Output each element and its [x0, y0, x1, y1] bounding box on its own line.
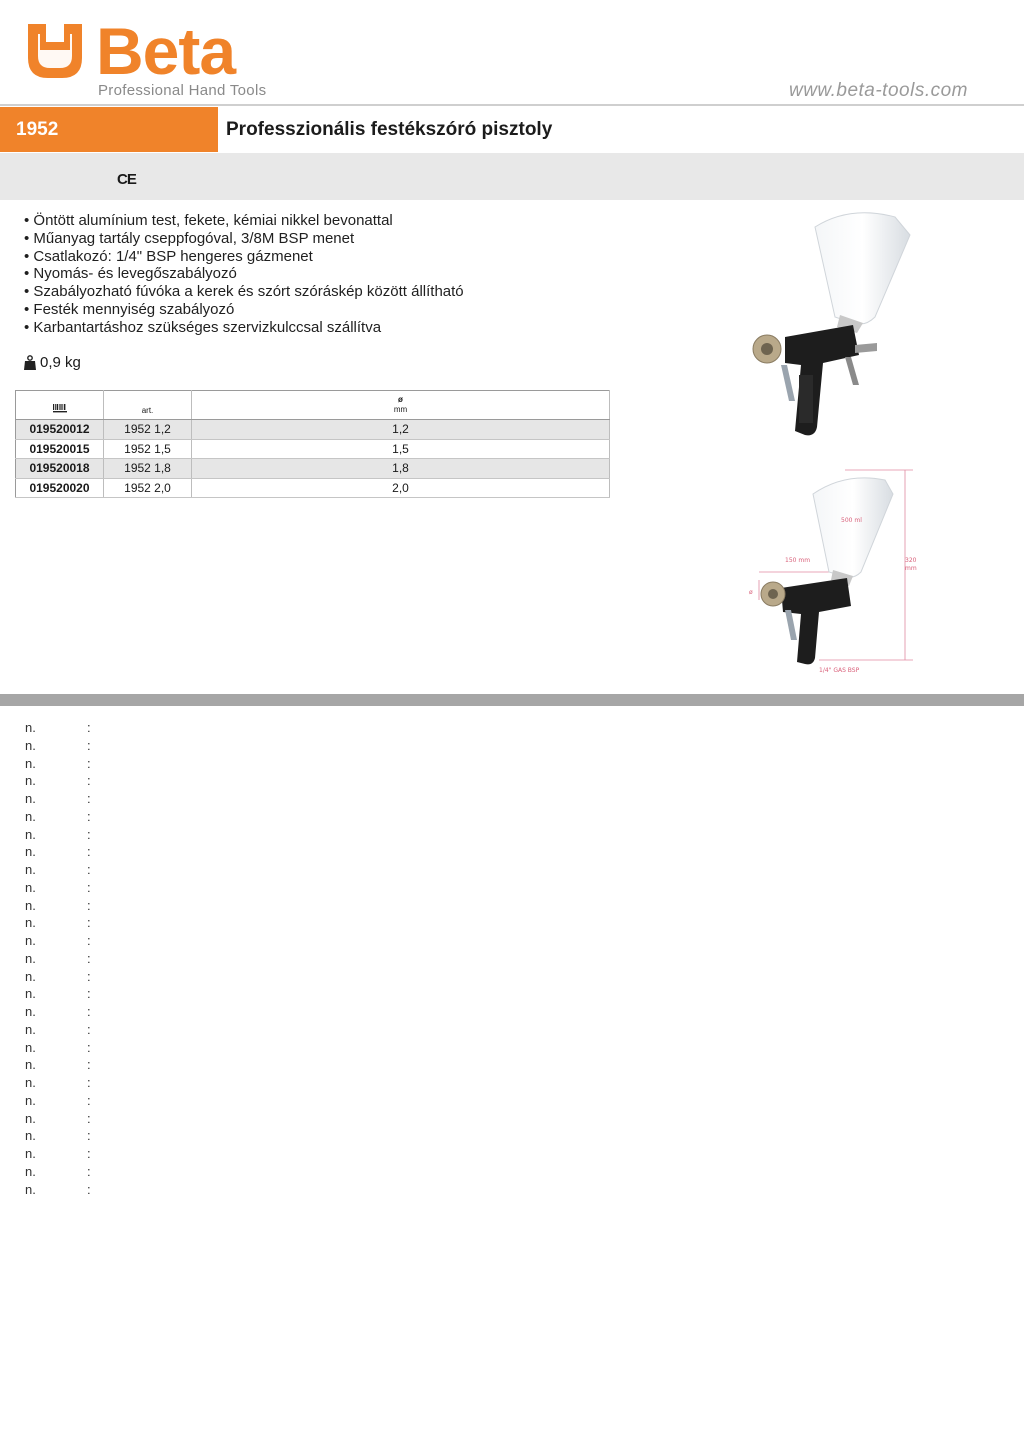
- note-row: [25, 1181, 91, 1199]
- note-label: n.: [25, 1057, 36, 1073]
- note-label: n.: [25, 1004, 36, 1019]
- note-label: n.: [25, 737, 36, 753]
- note-separator: :: [87, 933, 91, 948]
- table-row: [16, 420, 610, 440]
- note-row: [25, 1163, 91, 1181]
- table-row: [16, 439, 610, 459]
- barcode-icon: [53, 404, 67, 413]
- nozzle-diameter: 2,0: [192, 478, 610, 498]
- note-label: n.: [25, 862, 36, 877]
- note-label: n.: [25, 755, 36, 771]
- feature-item: • Öntött alumínium test, fekete, kémiai nikkel bevonattal: [24, 212, 393, 229]
- note-row: [25, 790, 91, 808]
- spray-gun-photo: [745, 205, 920, 445]
- note-separator: :: [87, 1128, 91, 1144]
- note-label: n.: [25, 844, 36, 860]
- feature-item: • Műanyag tartály cseppfogóval, 3/8M BSP menet: [24, 229, 355, 247]
- feature-item: • Nyomás- és levegőszabályozó: [24, 265, 237, 283]
- article-name: 1952 1,2: [104, 420, 192, 440]
- certification-band: [0, 153, 1024, 200]
- note-separator: :: [87, 1021, 91, 1037]
- dimension-drawing: [745, 462, 925, 682]
- note-row: [25, 1110, 91, 1128]
- width-label: 150 mm: [785, 557, 811, 564]
- note-row: [25, 950, 91, 968]
- website-url[interactable]: www.beta-tools.com: [788, 80, 968, 101]
- note-row: [25, 914, 91, 932]
- note-separator: :: [87, 862, 91, 877]
- note-separator: :: [87, 720, 91, 735]
- article-name: 1952 2,0: [104, 478, 192, 498]
- note-row: [25, 1039, 91, 1057]
- note-label: n.: [25, 1146, 36, 1161]
- note-separator: :: [87, 1004, 91, 1019]
- note-row: [25, 879, 91, 897]
- note-separator: :: [87, 1146, 91, 1161]
- note-label: n.: [25, 1092, 36, 1108]
- note-separator: :: [87, 844, 91, 860]
- nozzle-diameter: 1,8: [192, 459, 610, 479]
- note-separator: :: [87, 915, 91, 931]
- note-label: n.: [25, 1128, 36, 1144]
- brand-name: Beta: [96, 14, 236, 88]
- product-title: Professzionális festékszóró pisztoly: [226, 119, 553, 140]
- note-label: n.: [25, 791, 36, 806]
- diameter-symbol: ø: [398, 395, 403, 404]
- article-code: 019520012: [16, 420, 104, 440]
- note-separator: :: [87, 1039, 91, 1055]
- spec-table: [15, 390, 610, 498]
- note-separator: :: [87, 897, 91, 913]
- note-row: [25, 932, 91, 950]
- note-separator: :: [87, 986, 91, 1002]
- table-header-row: [16, 391, 610, 420]
- article-name: 1952 1,8: [104, 459, 192, 479]
- feature-item: • Csatlakozó: 1/4" BSP hengeres gázmenet: [24, 247, 313, 265]
- note-label: n.: [25, 826, 36, 842]
- note-separator: :: [87, 773, 91, 789]
- note-separator: :: [87, 1057, 91, 1073]
- note-row: [25, 719, 91, 737]
- notes-list: [25, 719, 91, 1198]
- note-row: [25, 1003, 91, 1021]
- wrench-logo-icon: [24, 20, 86, 82]
- article-code: 019520018: [16, 459, 104, 479]
- connection-label: 1/4" GAS BSP: [819, 667, 860, 674]
- note-label: n.: [25, 1181, 36, 1197]
- feature-item: • Szabályozható fúvóka a kerek és szórt szóráskép között állítható: [24, 283, 464, 301]
- code-column-header: [16, 391, 104, 420]
- note-row: [25, 843, 91, 861]
- note-separator: :: [87, 968, 91, 984]
- note-label: n.: [25, 1021, 36, 1037]
- note-row: [25, 1145, 91, 1163]
- capacity-label: 500 ml: [841, 517, 862, 524]
- note-label: n.: [25, 1110, 36, 1126]
- note-label: n.: [25, 1163, 36, 1179]
- note-row: [25, 1056, 91, 1074]
- note-label: n.: [25, 808, 36, 824]
- product-weight: [24, 354, 81, 371]
- note-label: n.: [25, 950, 36, 966]
- diameter-label: ø: [749, 589, 753, 596]
- note-separator: :: [87, 1163, 91, 1179]
- note-separator: :: [87, 1075, 91, 1090]
- note-row: [25, 826, 91, 844]
- feature-list: [24, 212, 464, 337]
- nozzle-diameter: 1,2: [192, 420, 610, 440]
- note-row: [25, 772, 91, 790]
- product-code: 1952: [0, 107, 218, 152]
- brand-tagline: Professional Hand Tools: [98, 82, 267, 99]
- note-row: [25, 1074, 91, 1092]
- note-label: n.: [25, 720, 36, 735]
- feature-item: • Karbantartáshoz szükséges szervizkulccsal szállítva: [24, 318, 382, 336]
- note-separator: :: [87, 737, 91, 753]
- note-separator: :: [87, 1181, 91, 1197]
- note-row: [25, 1092, 91, 1110]
- note-row: [25, 897, 91, 915]
- ce-mark: CE: [117, 171, 136, 188]
- note-row: [25, 968, 91, 986]
- art-column-header: art.: [104, 391, 192, 420]
- note-label: n.: [25, 1075, 36, 1090]
- article-code: 019520020: [16, 478, 104, 498]
- note-row: [25, 1021, 91, 1039]
- note-row: [25, 985, 91, 1003]
- note-separator: :: [87, 755, 91, 771]
- nozzle-diameter: 1,5: [192, 439, 610, 459]
- note-label: n.: [25, 986, 36, 1002]
- note-label: n.: [25, 879, 36, 895]
- note-separator: :: [87, 950, 91, 966]
- note-label: n.: [25, 968, 36, 984]
- note-label: n.: [25, 1039, 36, 1055]
- weight-value: 0,9 kg: [40, 354, 81, 371]
- brand-logo: [24, 14, 294, 100]
- note-separator: :: [87, 1092, 91, 1108]
- note-row: [25, 861, 91, 879]
- table-row: [16, 478, 610, 498]
- article-code: 019520015: [16, 439, 104, 459]
- diameter-unit: mm: [393, 405, 408, 414]
- note-separator: :: [87, 826, 91, 842]
- table-row: [16, 459, 610, 479]
- diameter-column-header: [192, 391, 610, 420]
- note-label: n.: [25, 933, 36, 948]
- note-separator: :: [87, 791, 91, 806]
- note-row: [25, 737, 91, 755]
- weight-icon: [24, 355, 36, 370]
- note-label: n.: [25, 897, 36, 913]
- note-row: [25, 1127, 91, 1145]
- section-divider: [0, 694, 1024, 706]
- note-row: [25, 808, 91, 826]
- note-separator: :: [87, 879, 91, 895]
- height-unit-label: mm: [905, 565, 917, 572]
- note-label: n.: [25, 773, 36, 789]
- feature-item: • Festék mennyiség szabályozó: [24, 300, 235, 318]
- header-divider: [0, 104, 1024, 106]
- note-row: [25, 755, 91, 773]
- note-label: n.: [25, 915, 36, 931]
- height-value-label: 320: [905, 557, 917, 564]
- note-separator: :: [87, 808, 91, 824]
- article-name: 1952 1,5: [104, 439, 192, 459]
- note-separator: :: [87, 1110, 91, 1126]
